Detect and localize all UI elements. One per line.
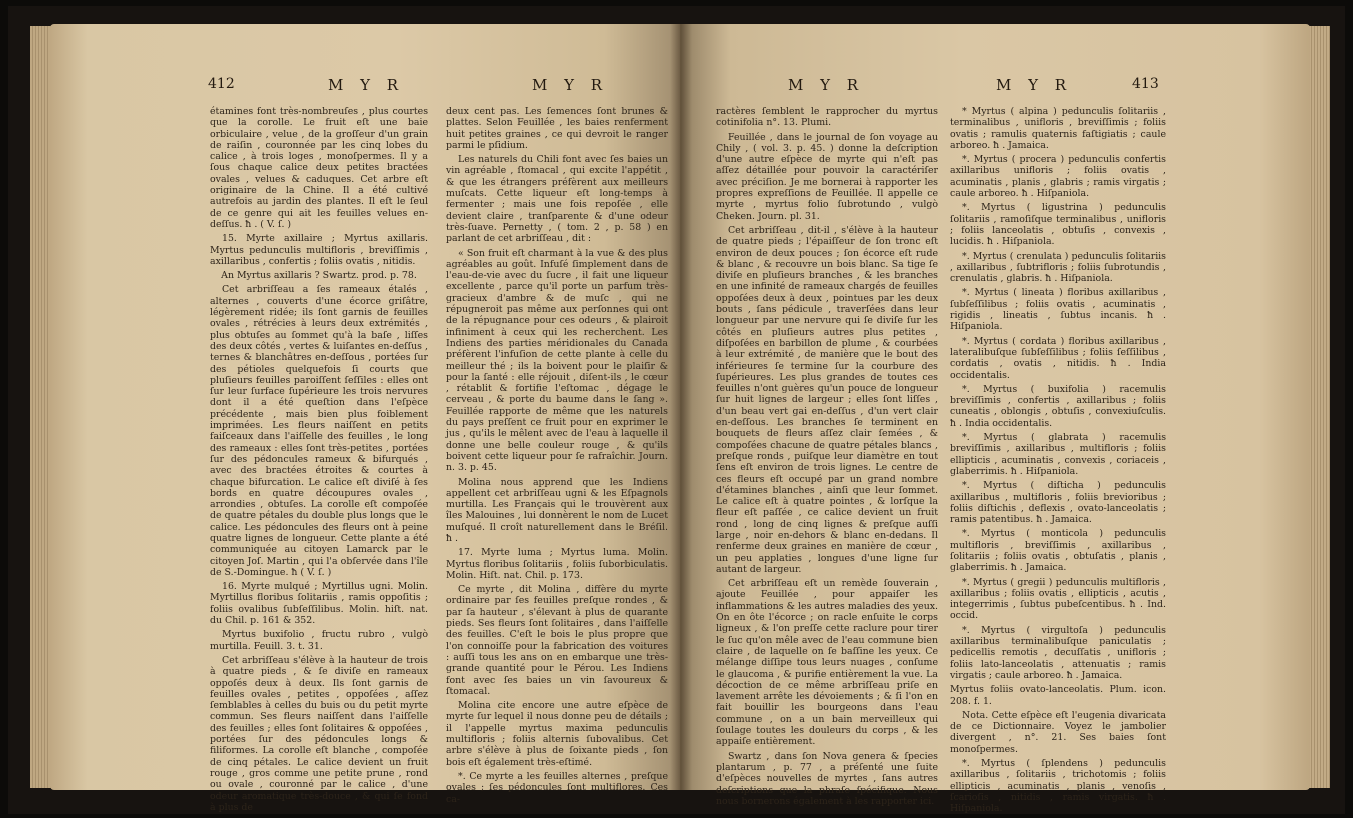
book-gutter <box>670 24 692 790</box>
paragraph: *. Myrtus ( buxifolia ) racemulis breviſſimis , confertis , axillaribus ; foliis cuneatis , oblongis , obtuſis , convexiuſculis. ħ . India occidentalis. <box>950 383 1166 429</box>
paragraph: Myrtus foliis ovato-lanceolatis. Plum. icon. 208. f. 1. <box>950 684 1166 707</box>
paragraph: *. Myrtus ( virgultoſa ) pedunculis axillaribus terminalibuſque paniculatis ; pedicellis remotis , decuſſatis , unifloris ; foliis lato-lanceolatis , attenuatis ; ramis virgatis ; caule arboreo. ħ . Jamaica. <box>950 624 1166 681</box>
paragraph: *. Ce myrte a les feuilles alternes , preſque ovales ; ſes pédoncules ſont multiflores. Ces ca- <box>446 770 668 805</box>
paragraph: Cet arbriſſeau s'élève à la hauteur de trois à quatre pieds , & ſe diviſe en rameaux oppoſés deux à deux. Ils ſont garnis de feuilles ovales , petites , oppoſées , aſſez ſemblables à celles du buis ou du petit myrte commun. Ses fleurs naiſſent dans l'aiſſelle des feuilles ; elles ſont ſolitaires & oppoſées , portées ſur des pédoncules longs & filiformes. La corolle eſt blanche , compoſée de cinq pétales. Le calice devient un fruit rouge , gros comme une petite prune , rond ou ovale , couronné par le calice , d'une odeur aromatique très-douce , & qui ſe fond à plus de <box>210 654 428 813</box>
paragraph: Feuillée , dans le journal de ſon voyage au Chily , ( vol. 3. p. 45. ) donne la deſcription d'une autre eſpèce de myrte qui n'eſt pas aſſez détaillée pour pouvoir la caractériſer avec préciſion. Je me bornerai à rapporter les propres expreſſions de Feuillée. Il appelle ce myrte , myrtus folio ſubrotundo , vulgò Cheken. Journ. pl. 31. <box>716 131 938 222</box>
paragraph: Cet arbriſſeau eſt un remède ſouverain , ajoute Feuillée , pour appaiſer les inflammations & les autres maladies des yeux. On en ôte l'écorce ; on racle enſuite le corps ligneux , & l'on preſſe cette raclure pour tirer le ſuc qu'on mêle avec de l'eau commune bien claire , de laquelle on ſe baſſine les yeux. Ce mélange diſſipe tous leurs nuages , conſume le glaucoma , & purifie entièrement la vue. La décoction de ce même arbriſſeau priſe en lavement arrête les dévoiements ; & ſi l'on en fait bouillir les bourgeons dans l'eau commune , on a un bain merveilleux qui ſoulage toutes les douleurs du corps , & les appaiſe entièrement. <box>716 578 938 748</box>
right-column-2 <box>950 106 1166 815</box>
right-page-number: 413 <box>1132 76 1159 92</box>
paragraph: Molina nous apprend que les Indiens appellent cet arbriſſeau ugni & les Eſpagnols murtilla. Les Français qui le trouvèrent aux îles Malouines , lui donnèrent le nom de Lucet muſqué. Il croît naturellement dans le Bréſil. ħ . <box>446 476 668 544</box>
left-column-2 <box>446 106 668 806</box>
paragraph: Les naturels du Chili font avec ſes baies un vin agréable , ſtomacal , qui excite l'appétit , & que les étrangers préfèrent aux meilleurs muſcats. Cette liqueur eſt long-temps à fermenter ; mais une fois repoſée , elle devient claire , tranſparente & d'une odeur très-ſuave. Pernetty , ( tom. 2 , p. 58 ) en parlant de cet arbriſſeau , dit : <box>446 154 668 245</box>
open-book <box>8 6 1345 814</box>
right-running-title: M Y R <box>788 76 865 94</box>
paragraph: deux cent pas. Les ſemences ſont brunes & plattes. Selon Feuillée , les baies renferment huit petites graines , ce qui devroit le ranger parmi le pſidium. <box>446 106 668 151</box>
left-page-number: 412 <box>208 76 235 92</box>
paragraph: ractères ſemblent le rapprocher du myrtus cotinifolia n°. 13. Plumi. <box>716 106 938 129</box>
paragraph: Myrtus buxifolio , fructu rubro , vulgò murtilla. Feuill. 3. t. 31. <box>210 629 428 652</box>
left-page-edges <box>30 26 52 788</box>
paragraph: Cet arbriſſeau , dit-il , s'élève à la hauteur de quatre pieds ; l'épaiſſeur de ſon tronc eſt environ de deux pouces ; ſon écorce eſt rude & blanc , & recouvre un bois blanc. Sa tige ſe diviſe en pluſieurs branches , & les branches en une infinité de rameaux chargés de feuilles oppoſées deux à deux , pointues par les deux bouts , ſans pédicule , traverſées dans leur longueur par une nervure qui ſe diviſe ſur les côtés en pluſieurs autres plus petites , diſpoſées en barbillon de plume , & courbées à leur extrémité , de manière que le bout des inférieures ſe termine ſur la courbure des ſupérieures. Les plus grandes de toutes ces feuilles n'ont guères qu'un pouce de longueur ſur huit lignes de largeur ; elles ſont liſſes , d'un beau vert gai en-deſſus , d'un vert clair en-deſſous. Les branches ſe terminent en bouquets de fleurs aſſez clair ſemées , & compoſées chacune de quatre pétales blancs , preſque ronds , puiſque leur diamètre en tout ſens eſt environ de trois lignes. Le centre de ces fleurs eſt occupé par un grand nombre d'étamines blanches , ainſi que leur ſommet. Le calice eſt à quatre pointes , & lorſque la fleur eſt paſſée , ce calice devient un fruit rond , long de cinq lignes & preſque auſſi large , noir en-dehors & blanc en-dedans. Il renferme deux graines en manière de cœur , un peu applaties , longues d'une ligne ſur autant de largeur. <box>716 224 938 575</box>
right-column-1 <box>716 106 938 806</box>
paragraph: 17. Myrte luma ; Myrtus luma. Molin. Myrtus floribus ſolitariis , foliis ſuborbiculatis. Molin. Hiſt. nat. Chil. p. 173. <box>446 547 668 581</box>
left-page <box>50 24 680 813</box>
paragraph: *. Myrtus ( cordata ) floribus axillaribus , lateralibuſque ſubſeſſilibus ; foliis ſeſſilibus , cordatis , ovatis , nitidis. ħ . India occidentalis. <box>950 335 1166 381</box>
paragraph: Molina cite encore une autre eſpèce de myrte ſur lequel il nous donne peu de détails ; il l'appelle myrtus maxima pedunculis multifloris ; foliis alternis ſubovalibus. Cet arbre s'élève à plus de ſoixante pieds , ſon bois eſt également très-eſtimé. <box>446 700 668 768</box>
paragraph: 16. Myrte mulqué ; Myrtillus ugni. Molin. Myrtillus floribus ſolitariis , ramis oppoſitis ; foliis ovalibus ſubſeſſilibus. Molin. hiſt. nat. du Chil. p. 161 & 352. <box>210 581 428 627</box>
left-column-1 <box>210 106 428 813</box>
right-page <box>680 24 1310 815</box>
paragraph: *. Myrtus ( procera ) pedunculis confertis axillaribus unifloris ; foliis ovatis , acuminatis , planis , glabris ; ramis virgatis ; caule arboreo. ħ . Hiſpaniola. <box>950 154 1166 200</box>
paragraph: « Son fruit eſt charmant à la vue & des plus agréables au goût. Infuſé ſimplement dans de l'eau-de-vie avec du ſucre , il fait une liqueur excellente , parce qu'il porte un parfum très-gracieux d'ambre & de muſc , qui ne répugneroit pas même aux perſonnes qui ont de la répugnance pour ces odeurs , & plairoit infiniment à ceux qui les recherchent. Les Indiens des parties méridionales du Canada préfèrent l'infuſion de cette plante à celle du meilleur thé ; ils la boivent pour le plaiſir & pour la ſanté : elle réjouit , diſent-ils , le cœur , rétablit & fortifie l'eſtomac , dégage le cerveau , & porte du baume dans le ſang ». Feuillée rapporte de même que les naturels du pays preſſent ce fruit pour en exprimer le jus , qu'ils le mêlent avec de l'eau à laquelle il donne une belle couleur rouge , & qu'ils boivent cette liqueur pour ſe rafraîchir. Journ. n. 3. p. 45. <box>446 247 668 474</box>
paragraph: An Myrtus axillaris ? Swartz. prod. p. 78. <box>221 270 417 282</box>
paragraph: Nota. Cette eſpèce eſt l'eugenia divaricata de ce Dictionnaire. Voyez le jambolier divergent , n°. 21. Ses baies ſont monoſpermes. <box>950 709 1166 755</box>
paragraph: *. Myrtus ( ligustrina ) pedunculis ſolitariis , ramoſiſque terminalibus , unifloris ; foliis lanceolatis , obtuſis , convexis , lucidis. ħ . Hiſpaniola. <box>950 202 1166 248</box>
paragraph: étamines font très-nombreuſes , plus courtes que la corolle. Le fruit eſt une baie orbiculaire , velue , de la groſſeur d'un grain de raiſin , couronnée par les cinq lobes du calice , à trois loges , monoſpermes. Il y a ſous chaque calice deux petites bractées ovales , velues & caduques. Cet arbre eſt originaire de la Chine. Il a été cultivé autrefois au jardin des plantes. Il eſt le ſeul de ce genre qui ait les feuilles velues en-deſſus. ħ . ( V. ſ. ) <box>210 106 428 230</box>
paragraph: *. Myrtus ( crenulata ) pedunculis ſolitariis , axillaribus , ſubtrifloris ; foliis ſubrotundis , crenulatis , glabris. ħ . Hiſpaniola. <box>950 250 1166 285</box>
paragraph: *. Myrtus ( glabrata ) racemulis breviſſimis , axillaribus , multifloris ; foliis ellipticis , acuminatis , convexis , coriaceis , glaberrimis. ħ . Hiſpaniola. <box>950 432 1166 477</box>
paragraph: *. Myrtus ( ſplendens ) pedunculis axillaribus , ſolitariis , trichotomis ; foliis ellipticis , acuminatis , planis , venoſis , ſcarioſis , nitidis , ramis virgatis. ħ . Hiſpaniola. <box>950 758 1166 815</box>
paragraph: Swartz , dans ſon Nova genera & ſpecies plantarum , p. 77 , a préſenté une ſuite d'eſpèces nouvelles de myrtes , ſans autres deſcriptions que la phraſe ſpécifique. Nous nous bornerons également à les rapporter ici. <box>716 750 938 807</box>
paragraph: Ce myrte , dit Molina , diffère du myrte ordinaire par ſes feuilles preſque rondes , & par ſa hauteur , s'élevant à plus de quarante pieds. Ses fleurs ſont ſolitaires , dans l'aiſſelle des feuilles. C'eſt le bois le plus propre que l'on connoiſſe pour la fabrication des voitures : auſſi tous les ans on en embarque une très-grande quantité pour le Pérou. Les Indiens font avec ſes baies un vin ſavoureux & ſtomacal. <box>446 584 668 697</box>
left-page-header <box>50 76 680 102</box>
right-running-title-2: M Y R <box>996 76 1073 94</box>
paragraph: *. Myrtus ( gregii ) pedunculis multifloris , axillaribus ; foliis ovatis , ellipticis , acutis , integerrimis , ſubtus pubeſcentibus. ħ . Ind. occid. <box>950 576 1166 622</box>
right-page-edges <box>1308 26 1330 788</box>
paragraph: * Myrtus ( alpina ) pedunculis ſolitariis , terminalibus , unifloris , breviſſimis ; foliis ovatis ; ramulis quaternis faſtigiatis ; caule arboreo. ħ . Jamaica. <box>950 106 1166 151</box>
left-running-title-2: M Y R <box>532 76 609 94</box>
right-page-header <box>680 76 1310 102</box>
paragraph: *. Myrtus ( diſticha ) pedunculis axillaribus , multifloris , foliis brevioribus ; foliis diſtichis , deflexis , ovato-lanceolatis ; ramis patentibus. ħ . Jamaica. <box>950 480 1166 526</box>
paragraph: Cet arbriſſeau a ſes rameaux étalés , alternes , couverts d'une écorce griſâtre, légèrement ridée; ils ſont garnis de feuilles ovales , rétrécies à leurs deux extrémités , plus obtuſes au ſommet qu'à la baſe , liſſes des deux côtés , vertes & luiſantes en-deſſus , ternes & blanchâtres en-deſſous , portées ſur des pétioles quelquefois ſi courts que pluſieurs feuilles paroiſſent ſeſſiles : elles ont ſur leur ſurface ſupérieure les trois nervures dont il a été queſtion dans l'eſpèce précédente , mais bien plus foiblement imprimées. Les fleurs naiſſent en petits faiſceaux dans l'aiſſelle des feuilles , le long des rameaux : elles ſont très-petites , portées ſur des pédoncules rameux & bifurqués , avec des bractées étroites & courtes à chaque bifurcation. Le calice eſt diviſé à ſes bords en quatre découpures ovales , arrondies , obtuſes. La corolle eſt compoſée de quatre pétales du double plus longs que le calice. Les pédoncules des fleurs ont à peine quatre lignes de longueur. Cette plante a été communiquée au citoyen Lamarck par le citoyen Joſ. Martin , qui l'a obſervée dans l'île de S.-Domingue. ħ ( V. ſ. ) <box>210 284 428 578</box>
paragraph: 15. Myrte axillaire ; Myrtus axillaris. Myrtus pedunculis multifloris , breviſſimis , axillaribus , confertis ; foliis ovatis , nitidis. <box>210 233 428 267</box>
left-running-title: M Y R <box>328 76 405 94</box>
paragraph: *. Myrtus ( lineata ) floribus axillaribus , ſubſeſſilibus ; foliis ovatis , acuminatis , rigidis , lineatis , ſubtus incanis. ħ . Hiſpaniola. <box>950 287 1166 333</box>
paragraph: *. Myrtus ( monticola ) pedunculis multifloris , breviſſimis , axillaribus , ſolitariis ; foliis ovatis , obtuſatis , planis , glaberrimis. ħ . Jamaica. <box>950 528 1166 574</box>
